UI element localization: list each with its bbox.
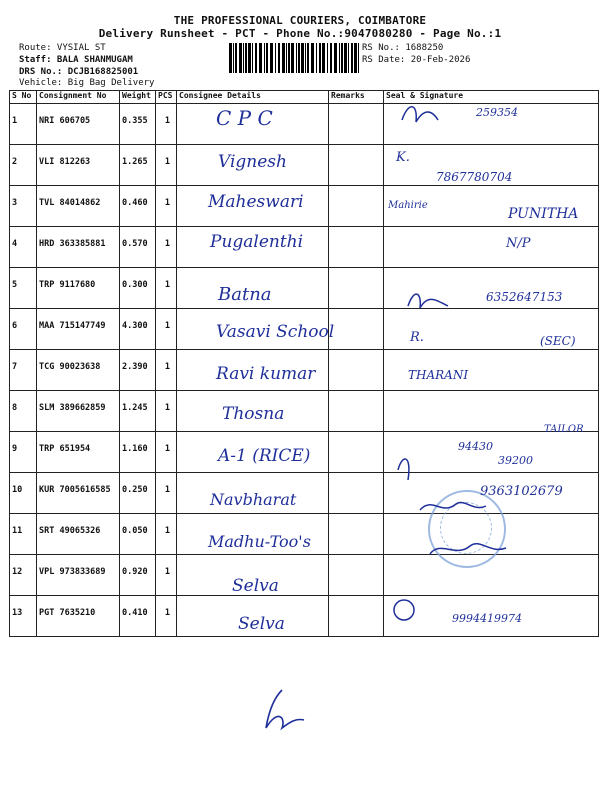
table-row	[10, 514, 599, 555]
consignee-handwriting: Pugalenthi	[210, 232, 304, 252]
cell-seal	[384, 145, 599, 186]
cell-sno: 11	[10, 514, 37, 555]
cell-consignee	[177, 432, 329, 473]
seal-handwriting: 94430	[458, 440, 493, 453]
cell-consignment: TVL 84014862	[37, 186, 120, 227]
cell-pcs: 1	[156, 186, 177, 227]
table-row	[10, 432, 599, 473]
seal-handwriting: TAILOR	[544, 424, 584, 435]
cell-consignment: SLM 389662859	[37, 391, 120, 432]
table-row	[10, 145, 599, 186]
cell-consignment: TCG 90023638	[37, 350, 120, 391]
cell-consignee	[177, 555, 329, 596]
cell-remarks	[329, 391, 384, 432]
cell-consignee	[177, 473, 329, 514]
cell-weight: 0.570	[120, 227, 156, 268]
cell-weight: 0.300	[120, 268, 156, 309]
cell-remarks	[329, 309, 384, 350]
cell-pcs: 1	[156, 473, 177, 514]
cell-weight: 0.050	[120, 514, 156, 555]
cell-pcs: 1	[156, 350, 177, 391]
header-seal: Seal & Signature	[384, 91, 599, 104]
cell-consignment: SRT 49065326	[37, 514, 120, 555]
consignee-handwriting: Vasavi School	[216, 322, 335, 342]
cell-sno: 3	[10, 186, 37, 227]
company-title: THE PROFESSIONAL COURIERS, COIMBATORE	[173, 14, 427, 27]
cell-consignee	[177, 309, 329, 350]
consignee-handwriting: Maheswari	[208, 192, 304, 212]
cell-weight: 1.160	[120, 432, 156, 473]
cell-seal	[384, 432, 599, 473]
cell-consignment: KUR 7005616585	[37, 473, 120, 514]
cell-seal	[384, 555, 599, 596]
consignee-handwriting: Selva	[232, 576, 279, 596]
seal-handwriting: 259354	[476, 106, 518, 119]
consignee-handwriting: C P C	[216, 106, 273, 130]
cell-consignee	[177, 186, 329, 227]
cell-pcs: 1	[156, 514, 177, 555]
cell-sno: 12	[10, 555, 37, 596]
cell-seal	[384, 268, 599, 309]
cell-remarks	[329, 432, 384, 473]
consignee-handwriting: Thosna	[222, 404, 285, 424]
cell-sno: 9	[10, 432, 37, 473]
seal-handwriting: PUNITHA	[508, 206, 579, 222]
seal-handwriting: Mahirie	[388, 200, 428, 211]
table-row	[10, 555, 599, 596]
seal-handwriting: 9363102679	[480, 484, 563, 499]
cell-sno: 13	[10, 596, 37, 637]
cell-remarks	[329, 555, 384, 596]
consignee-handwriting: Madhu-Too's	[208, 532, 311, 551]
cell-weight: 0.250	[120, 473, 156, 514]
runsheet-table	[9, 90, 599, 637]
cell-consignment: PGT 7635210	[37, 596, 120, 637]
table-row	[10, 391, 599, 432]
cell-remarks	[329, 350, 384, 391]
consignee-handwriting: Vignesh	[218, 152, 287, 172]
cell-pcs: 1	[156, 432, 177, 473]
consignee-handwriting: Batna	[218, 284, 272, 305]
cell-weight: 0.355	[120, 104, 156, 145]
cell-seal	[384, 309, 599, 350]
cell-consignment: MAA 715147749	[37, 309, 120, 350]
cell-remarks	[329, 596, 384, 637]
cell-seal	[384, 350, 599, 391]
consignee-handwriting: Ravi kumar	[216, 364, 316, 384]
cell-pcs: 1	[156, 227, 177, 268]
route-label: Route: VYSIAL ST	[19, 43, 106, 53]
cell-remarks	[329, 268, 384, 309]
cell-consignee	[177, 104, 329, 145]
page-signature	[260, 688, 310, 732]
cell-weight: 0.460	[120, 186, 156, 227]
cell-remarks	[329, 186, 384, 227]
cell-sno: 1	[10, 104, 37, 145]
cell-pcs: 1	[156, 391, 177, 432]
table-row	[10, 596, 599, 637]
table-row	[10, 268, 599, 309]
cell-pcs: 1	[156, 555, 177, 596]
drs-label: DRS No.: DCJB168825001	[19, 67, 139, 77]
cell-consignment: NRI 606705	[37, 104, 120, 145]
rs-date: RS Date: 20-Feb-2026	[362, 55, 471, 65]
cell-sno: 5	[10, 268, 37, 309]
table-header-row	[10, 91, 599, 104]
cell-weight: 1.245	[120, 391, 156, 432]
cell-consignment: VPL 973833689	[37, 555, 120, 596]
cell-consignment: HRD 363385881	[37, 227, 120, 268]
seal-handwriting: K.	[396, 150, 410, 165]
cell-pcs: 1	[156, 309, 177, 350]
seal-handwriting: N/P	[506, 236, 531, 251]
table-row	[10, 227, 599, 268]
table-row	[10, 186, 599, 227]
cell-consignment: VLI 812263	[37, 145, 120, 186]
seal-handwriting: (SEC)	[540, 334, 576, 348]
table-row	[10, 104, 599, 145]
consignee-handwriting: Navbharat	[210, 490, 297, 509]
cell-remarks	[329, 473, 384, 514]
seal-stamp	[428, 490, 506, 568]
cell-consignee	[177, 268, 329, 309]
cell-sno: 2	[10, 145, 37, 186]
cell-sno: 8	[10, 391, 37, 432]
cell-remarks	[329, 514, 384, 555]
cell-pcs: 1	[156, 268, 177, 309]
staff-label: Staff: BALA SHANMUGAM	[19, 55, 133, 65]
cell-weight: 0.920	[120, 555, 156, 596]
cell-pcs: 1	[156, 145, 177, 186]
header-pcs: PCS	[156, 91, 177, 104]
table-row	[10, 350, 599, 391]
cell-pcs: 1	[156, 104, 177, 145]
cell-seal	[384, 391, 599, 432]
barcode	[229, 43, 359, 73]
seal-handwriting: R.	[410, 330, 424, 345]
cell-seal	[384, 596, 599, 637]
cell-seal	[384, 227, 599, 268]
cell-weight: 4.300	[120, 309, 156, 350]
cell-consignee	[177, 227, 329, 268]
cell-remarks	[329, 145, 384, 186]
header-remarks: Remarks	[329, 91, 384, 104]
cell-sno: 10	[10, 473, 37, 514]
table-row	[10, 473, 599, 514]
cell-consignment: TRP 9117680	[37, 268, 120, 309]
consignee-handwriting: Selva	[238, 614, 285, 634]
cell-consignee	[177, 596, 329, 637]
vehicle-label: Vehicle: Big Bag Delivery	[19, 78, 155, 88]
cell-weight: 2.390	[120, 350, 156, 391]
seal-handwriting: 7867780704	[436, 170, 513, 184]
cell-sno: 4	[10, 227, 37, 268]
cell-pcs: 1	[156, 596, 177, 637]
cell-consignee	[177, 350, 329, 391]
header-weight: Weight	[120, 91, 156, 104]
cell-consignee	[177, 145, 329, 186]
seal-handwriting: 6352647153	[486, 290, 563, 304]
header-consignment: Consignment No	[37, 91, 120, 104]
seal-handwriting: 39200	[498, 454, 533, 467]
seal-handwriting: 9994419974	[452, 612, 522, 625]
cell-remarks	[329, 227, 384, 268]
rs-number: RS No.: 1688250	[362, 43, 444, 53]
cell-seal	[384, 104, 599, 145]
cell-remarks	[329, 104, 384, 145]
consignee-handwriting: A-1 (RICE)	[218, 446, 311, 466]
cell-weight: 1.265	[120, 145, 156, 186]
header-sno: S No	[10, 91, 37, 104]
cell-consignment: TRP 651954	[37, 432, 120, 473]
cell-consignee	[177, 391, 329, 432]
cell-consignee	[177, 514, 329, 555]
header-consignee: Consignee Details	[177, 91, 329, 104]
runsheet-subtitle: Delivery Runsheet - PCT - Phone No.:9047080280 - Page No.:1	[98, 27, 502, 40]
cell-sno: 6	[10, 309, 37, 350]
cell-weight: 0.410	[120, 596, 156, 637]
cell-seal	[384, 186, 599, 227]
table-row	[10, 309, 599, 350]
cell-sno: 7	[10, 350, 37, 391]
seal-handwriting: THARANI	[408, 368, 469, 382]
